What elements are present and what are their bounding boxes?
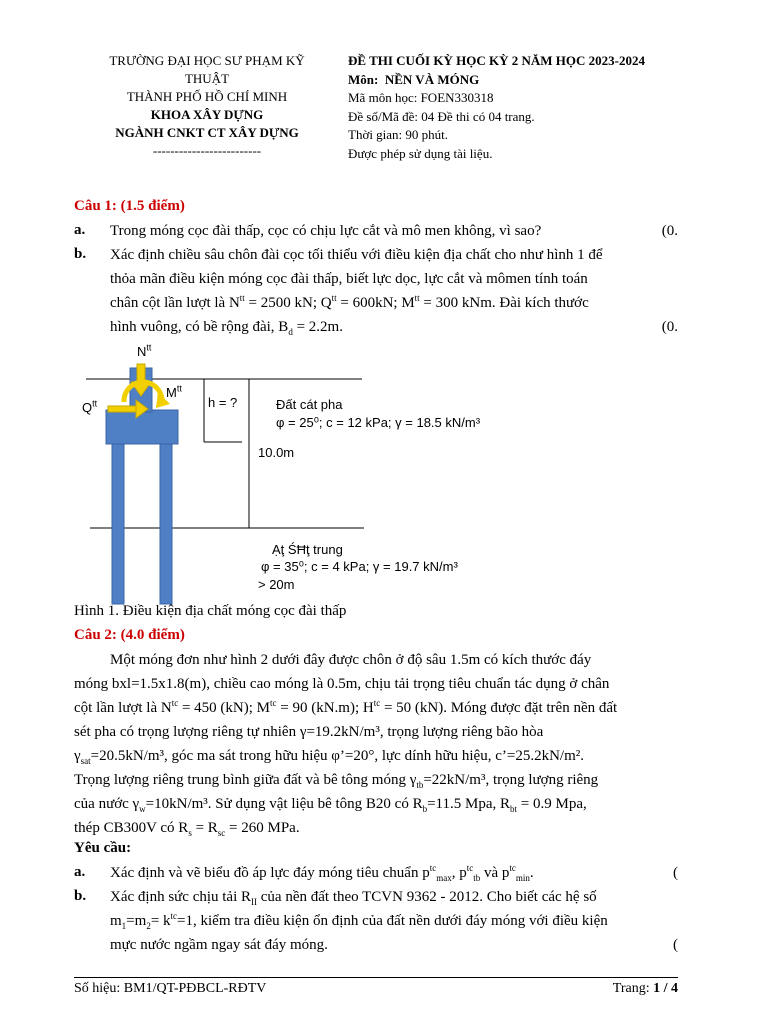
q2b-points: ( — [673, 937, 678, 953]
q1a-points: (0. — [661, 223, 678, 239]
q2-requirements-label: Yêu cầu: — [74, 840, 132, 856]
q2b-label: b. — [74, 888, 87, 904]
footer-divider — [74, 977, 678, 978]
exam-time: Thời gian: 90 phút. — [348, 127, 449, 142]
school-header — [88, 52, 326, 160]
q2-heading: Câu 2: (4.0 điểm) — [74, 627, 185, 643]
school-name: TRƯỜNG ĐẠI HỌC SƯ PHẠM KỸ THUẬT — [109, 53, 305, 86]
q-arrow-shaft — [108, 406, 138, 412]
footer-page-number: Trang: 1 / 4 — [612, 981, 678, 996]
exam-materials: Được phép sử dụng tài liệu. — [348, 145, 493, 161]
layer2-props: φ = 35⁰; c = 4 kPa; γ = 19.7 kN/m³ — [261, 559, 458, 574]
pile-right — [160, 444, 172, 604]
q1b-points: (0. — [661, 319, 678, 335]
layer2-depth: > 20m — [258, 577, 295, 592]
q1a-label: a. — [74, 222, 86, 238]
exam-header — [348, 52, 678, 163]
footer-doc-code: Số hiệu: BM1/QT-PĐBCL-RĐTV — [74, 981, 267, 996]
q-label: $Q^{tt}$ — [82, 398, 98, 415]
q1b-text: Xác định chiều sâu chôn đài cọc tối thiểu với điều kiện địa chất cho như hình 1 để thỏa mãn điều kiện móng cọc đài thấp, biết lực dọc, lực cắt và mômen tính toán chân cột lần lượt là $N^{tt} = 2500$ kN; $Q^{tt} = 600kN$; $M^{tt} = 300$ kNm. Đài kích thước hình vuông, có bề rộng đài, $B_d = 2.2m$. (0. — [110, 247, 678, 337]
q1b-label: b. — [74, 246, 87, 262]
q1a-text: Trong móng cọc đài thấp, cọc có chịu lực cắt và mô men không, vì sao? (0. — [110, 219, 678, 243]
h-label: h = ? — [208, 395, 238, 410]
city-name: THÀNH PHỐ HỒ CHÍ MINH — [126, 89, 288, 104]
figure-1-caption: Hình 1. Điều kiện địa chất móng cọc đài thấp — [74, 603, 347, 619]
q2a-points: ( — [673, 865, 678, 881]
m-label: $M^{tt}$ — [166, 383, 182, 400]
layer2-name: Ạţ ŚĦţ trung — [272, 542, 343, 557]
layer1-depth: 10.0m — [258, 445, 295, 460]
q2-paragraph: Một móng đơn như hình 2 dưới đây được chôn ở độ sâu 1.5m có kích thước đáy móng bxl=1.5x1.8(m), chiều cao móng là 0.5m, chịu tải trọng tiêu chuẩn tác dụng ở chân cột lần lượt là $N^{tc} = 450$ (kN); $M^{tc} = 90$ (kN.m); $H^{tc} = 50$ (kN). Móng được đặt trên nền đất sét pha có trọng lượng riêng tự nhiên γ=19.2kN/m³, trọng lượng riêng bão hòa $\gamma_{sat}=20.5kN/m^3$, góc ma sát trong hữu hiệu φ’=20°, lực dính hữu hiệu, c’=25.2kN/m². Trọng lượng riêng trung bình giữa đất và bê tông móng $\gamma_{tb}=22kN/m^3$, trọng lượng riêng của nước $\gamma_w=10kN/m^3$. Sử dụng vật liệu bê tông B20 có $R_b=11.5$ Mpa, $R_{bt} = 0.9$ Mpa, thép CB300V có $R_s = R_{sc} = 260$ MPa. — [74, 652, 618, 838]
pile-left — [112, 444, 124, 604]
q2a-label: a. — [74, 864, 86, 880]
header-divider: ------------------------- — [152, 143, 262, 158]
faculty-name: KHOA XÂY DỰNG — [150, 107, 264, 122]
layer1-name: Đất cát pha — [276, 397, 343, 412]
exam-number: Đề số/Mã đề: 04 Đề thi có 04 trang. — [348, 108, 535, 124]
q1-heading: Câu 1: (1.5 điểm) — [74, 198, 185, 214]
n-label: $N^{tt}$ — [137, 342, 152, 359]
pile-cap — [106, 410, 178, 444]
exam-subject: Môn: NỀN VÀ MÓNG — [348, 71, 480, 87]
exam-title: ĐỀ THI CUỐI KỲ HỌC KỲ 2 NĂM HỌC 2023-2024 — [348, 53, 645, 68]
major-name: NGÀNH CNKT CT XÂY DỰNG — [115, 125, 299, 140]
q2b-text: Xác định sức chịu tải $R_{II}$ của nền đất theo TCVN 9362 - 2012. Cho biết các hệ số $m_1=m_2= k^{tc}=1$, kiểm tra điều kiện ổn định của đất nền dưới đáy móng với điều kiện mực nước ngầm ngay sát đáy móng. ( — [110, 885, 678, 957]
layer1-props: φ = 25⁰; c = 12 kPa; γ = 18.5 kN/m³ — [276, 415, 481, 430]
course-code: Mã môn học: FOEN330318 — [348, 90, 494, 105]
q2a-text: Xác định và vẽ biểu đồ áp lực đáy móng tiêu chuẩn $p^{tc}_{max}$, $p^{tc}_{tb}$ và $p^{tc}_{min}$. ( — [110, 863, 678, 883]
